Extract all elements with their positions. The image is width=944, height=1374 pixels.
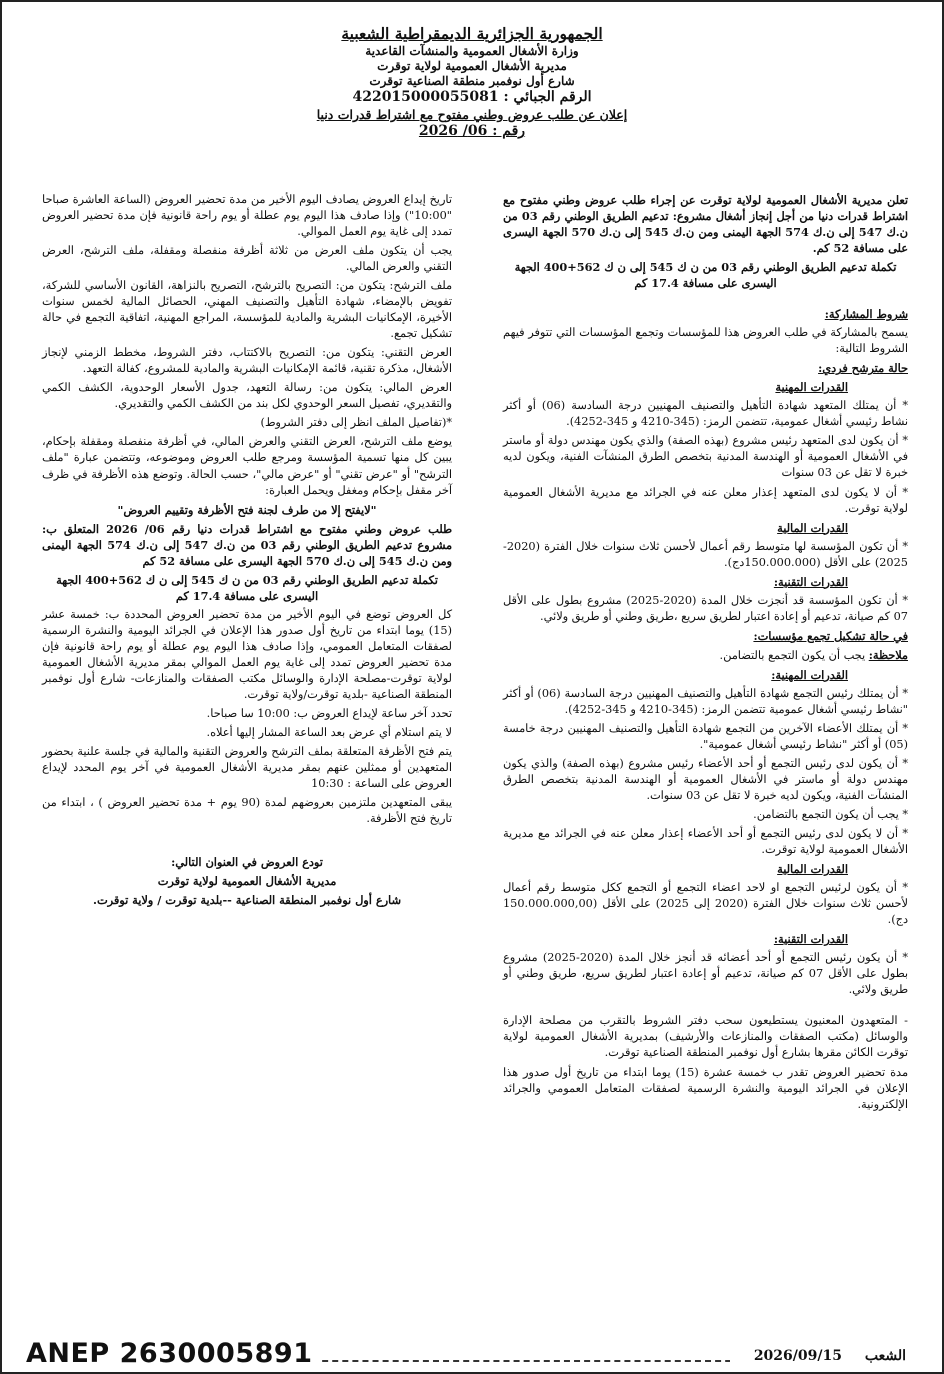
gprof-item: * أن يكون لدى رئيس التجمع أو أحد الأعضاء رئيس مشروع (بهذه الصفة) والذي يكون مهندس دولة أو ماستر في الأشغال العمومية أو الهندسة المدنية بتخصص الطرق المنشآت الفنية، ويكون لديه خبرة لا تقل عن 03 سنوات. bbox=[503, 756, 908, 803]
group-title: في حالة تشكيل تجمع مؤسسات: bbox=[753, 628, 908, 643]
document-header bbox=[2, 24, 942, 141]
address-line: شارع أول نوفمبر المنطقة الصناعية --بلدية توقرت / ولاية توقرت. bbox=[93, 893, 401, 908]
newspaper-name: الشعب bbox=[864, 1348, 906, 1364]
directorate-name: مديرية الأشغال العمومية لولاية توقرت bbox=[377, 58, 567, 73]
publication-info bbox=[730, 1348, 912, 1364]
prof-item: * أن يكون لدى المتعهد رئيس مشروع (بهذه الصفة) والذي يكون مهندس دولة أو ماستر في الأشغال العمومية أو الهندسة المدنية بتخصص الطرق المنشآت الفنية، ويكون لديه خبرة لا تقل عن 03 سنوات bbox=[503, 434, 908, 480]
tech-title: القدرات التقنية: bbox=[773, 574, 848, 589]
prof-item: * أن لا يكون لدى المتعهد إعذار معلن عنه في الجرائد مع مديرية الأشغال العمومية لولاية توقرت. bbox=[503, 485, 908, 515]
envelopes-paragraph: يجب أن يتكون ملف العرض من ثلاثة أظرفة منفصلة ومقفلة، ملف الترشح، العرض التقني والعرض المالي. bbox=[42, 244, 452, 274]
gprof-item: * أن لا يكون لدى رئيس التجمع أو أحد الأعضاء إعذار معلن عنه في الجرائد مع مديرية الأشغال العمومية لولاية توقرت. bbox=[503, 827, 908, 857]
conditions-text: يسمح بالمشاركة في طلب العروض هذا للمؤسسات وتجمع المؤسسات التي تتوفر فيهم الشروط التالية: bbox=[503, 326, 908, 356]
prof-item: * أن يمتلك المتعهد شهادة التأهيل والتصنيف المهنيين درجة السادسة (06) أو أكثر نشاط رئيسي أشغال عمومية، تتضمن الرمز: (345-4210 و 345-4252). bbox=[503, 399, 909, 429]
tax-id: الرقم الجبائي : 422015000055081 bbox=[352, 89, 592, 106]
envelope-inscription: "لايفتح إلا من طرف لجنة فتح الأظرفة وتقييم العروض" bbox=[117, 502, 377, 517]
fin-item: * أن تكون المؤسسة لها متوسط رقم أعمال لأحسن ثلاث سنوات خلال الفترة (2020-2025) على الأقل (150.000.000دج). bbox=[503, 539, 908, 569]
technical-offer-paragraph: العرض التقني: يتكون من: التصريح بالاكتتاب، دفتر الشروط، مخطط الزمني لإنجاز الأشغال، مذكرة تقنية، قائمة الإمكانيات البشرية والمادية للمشروع، كفالة التعهد. bbox=[42, 346, 452, 376]
tech-item: * أن تكون المؤسسة قد أنجزت خلال المدة (2020-2025) مشروع بطول على الأقل 07 كم صيانة، تدعيم أو إعادة اعتبار لطريق سريع ،طريق وطني أو طريق ولائي. bbox=[503, 593, 908, 623]
group-note bbox=[503, 647, 908, 664]
republic-title: الجمهورية الجزائرية الديمقراطية الشعبية bbox=[341, 24, 603, 43]
details-note: *(تفاصيل الملف انظر إلى دفتر الشروط) bbox=[260, 416, 452, 430]
address-line: مديرية الأشغال العمومية لولاية توقرت bbox=[157, 874, 337, 889]
fin-title: القدرات المالية bbox=[777, 520, 848, 535]
directorate-address: شارع أول نوفمبر منطقة الصناعية توقرت bbox=[369, 74, 575, 89]
publication-date: 2026/09/15 bbox=[753, 1348, 842, 1364]
tender-complement: تكملة تدعيم الطريق الوطني رقم 03 من ن ك 545 إلى ن ك 562+400 الجهة اليسرى على مسافة 17.4 كم bbox=[56, 572, 438, 603]
gtech-item: * أن يكون رئيس التجمع أو أحد أعضائه قد أنجز خلال المدة (2020-2025) مشروع بطول على الأقل 07 كم صيانة، تدعيم أو إعادة اعتبار لطريق سريع، طريق وطني أو طريق ولائي. bbox=[503, 951, 908, 997]
prof-title: القدرات المهنية bbox=[775, 380, 848, 395]
gprof-item: * أن يمتلك الأعضاء الآخرين من التجمع شهادة التأهيل والتصنيف المهنيين درجة خامسة (05) أو أكثر "نشاط رئيسي أشغال عمومية". bbox=[503, 721, 908, 751]
note-title: ملاحظة: bbox=[868, 647, 908, 662]
address-title: تودع العروض في العنوان التالي: bbox=[171, 855, 323, 870]
conditions-title: شروط المشاركة: bbox=[824, 307, 908, 322]
deadline-hour: تحدد آخر ساعة لإيداع العروض ب: 10:00 سا صباحا. bbox=[206, 706, 452, 720]
gprof-item: * أن يمتلك رئيس التجمع شهادة التأهيل والتصنيف المهنيين درجة السادسة (06) أو أكثر "نشاط رئيسي أشغال عمومية تتضمن الرمز: (345-4210 و 345-4252). bbox=[503, 686, 908, 716]
intro-paragraph: تعلن مديرية الأشغال العمومية لولاية توقرت عن إجراء طلب عروض وطني مفتوح مع اشتراط قدرات دنيا من أجل إنجاز أشغال مشروع: تدعيم الطريق الوطني رقم 03 من ن.ك 547 إلى ن.ك 574 الجهة اليمنى ومن ن.ك 545 إلى ن.ك 570 الجهة اليسرى على مسافة 52 كم. bbox=[503, 193, 908, 256]
validity-paragraph: يبقى المتعهدين ملتزمين بعروضهم لمدة (90 يوم + مدة تحضير العروض ) ، ابتداء من تاريخ فتح الأظرفة. bbox=[42, 796, 453, 826]
ministry-name: وزارة الأشغال العمومية والمنشآت القاعدية bbox=[365, 43, 579, 58]
closing-paragraph: مدة تحضير العروض تقدر ب خمسة عشرة (15) يوما ابتداء من تاريخ أول صدور هذا الإعلان في الجرائد اليومية والنشرة الرسمية لصفقات المتعامل العمومي والجرائد الإلكترونية. bbox=[503, 1065, 908, 1111]
announcement-reference: رقم : 06/ 2026 bbox=[418, 123, 526, 140]
right-column bbox=[503, 192, 908, 1116]
left-column bbox=[42, 192, 452, 911]
gfin-item: * أن يكون لرئيس التجمع او لاحد اعضاء التجمع أو التجمع ككل متوسط رقم أعمال لأحسن ثلاث سنوات خلال الفترة (2020 إلى 2025) على الأقل (150.000.000,00 دج). bbox=[503, 881, 908, 927]
gfin-title: القدرات المالية bbox=[777, 862, 848, 877]
gprof-title: القدرات المهنية: bbox=[771, 667, 848, 682]
opening-session-paragraph: يتم فتح الأظرفة المتعلقة بملف الترشح والعروض التقنية والمالية في جلسة علنية بحضور المتعهدين أو ممثلين عنهم بمقر مديرية الأشغال العمومية في آخر يوم المحدد لإيداع العروض على الساعة : 10:30 bbox=[42, 745, 452, 791]
closing-paragraph: - المتعهدون المعنيون يستطيعون سحب دفتر الشروط بالتقرب من مصلحة الإدارة والوسائل (مكتب الصفقات والمنازعات والأرشيف) بمديرية الأشغال العمومية لولاية توقرت الكائن مقرها بشارع أول نوفمبر المنطقة الصناعية توقرت. bbox=[503, 1014, 908, 1060]
candidacy-file-paragraph: ملف الترشح: يتكون من: التصريح بالترشح، التصريح بالنزاهة، القانون الأساسي للشركة، تفويض بالإمضاء، شهادة التأهيل والتصنيف المهني، الحصائل المالية لخمس سنوات الأخيرة، الإمكانيات البشرية والمادية للمؤسسة، المراجع المهنية، اتفاقية التجمع في حالة تشكيل تجمع. bbox=[42, 279, 452, 341]
gprof-item: * يجب أن يكون التجمع بالتضامن. bbox=[753, 808, 908, 822]
announcement-title: إعلان عن طلب عروض وطني مفتوح مع اشتراط قدرات دنيا bbox=[316, 107, 628, 123]
deposit-date-paragraph: تاريخ إيداع العروض يصادف اليوم الأخير من مدة تحضير العروض (الساعة العاشرة صباحا "10:00") وإذا صادف هذا اليوم يوم عطلة أو يوم راحة قانونية فإن مدة تحضير العروض تمدد إلى غاية يوم العمل الموالي. bbox=[42, 193, 452, 239]
individual-title: حالة مترشح فردي: bbox=[818, 361, 908, 376]
anep-number: ANEP 2630005891 bbox=[20, 1338, 319, 1369]
intro-complement: تكملة تدعيم الطريق الوطني رقم 03 من ن ك 545 إلى ن ك 562+400 الجهة اليسرى على مسافة 17.4 كم bbox=[514, 260, 897, 291]
tender-reference-paragraph: طلب عروض وطني مفتوح مع اشتراط قدرات دنيا رقم 06/ 2026 المتعلق ب: مشروع تدعيم الطريق الوطني رقم 03 من ن.ك 547 إلى ن.ك 574 الجهة اليمنى ومن ن.ك 545 إلى ن.ك 570 الجهة اليسرى على مسافة 52 كم bbox=[42, 521, 452, 568]
note-text: يجب أن يكون التجمع بالتضامن. bbox=[719, 648, 866, 662]
envelope-sealing-paragraph: يوضع ملف الترشح، العرض التقني والعرض المالي، في أظرفة منفصلة ومقفلة بإحكام، يبين كل منها تسمية المؤسسة ومرجع طلب العروض وموضوعه، وتتضمن عبارة "ملف الترشح" أو "عرض تقني" أو "عرض مالي"، حسب الحالة. وتوضع هذه الأظرفة في ظرف آخر مقفل بإحكام ومغفل ويحمل العبارة: bbox=[42, 435, 452, 497]
gtech-title: القدرات التقنية: bbox=[773, 932, 848, 947]
submission-paragraph: كل العروض توضع في اليوم الأخير من مدة تحضير العروض المحددة ب: خمسة عشر (15) يوما ابتداء من تاريخ أول صدور هذا الإعلان في الجرائد اليومية والنشرة الرسمية لصفقات المتعامل العمومي، وإذا صادف هذا اليوم يوم عطلة أو يوم راحة قانونية فإن مدة تحضير العروض تمدد إلى غاية يوم العمل الموالي بمقر مديرية الأشغال العمومية لولاية توقرت-مصلحة الإدارة والوسائل مكتب الصفقات والمنازعات- شارع أول نوفمبر المنطقة الصناعية -بلدية توقرت/ولاية توقرت. bbox=[42, 607, 452, 701]
late-offers-note: لا يتم استلام أي عرض بعد الساعة المشار إليها أعلاه. bbox=[206, 725, 452, 739]
financial-offer-paragraph: العرض المالي: يتكون من: رسالة التعهد، جدول الأسعار الوحدوية، الكشف الكمي والتقديري، تفصيل السعر الوحدوي لكل بند من الكشف الكمي والتقديري. bbox=[42, 381, 452, 411]
